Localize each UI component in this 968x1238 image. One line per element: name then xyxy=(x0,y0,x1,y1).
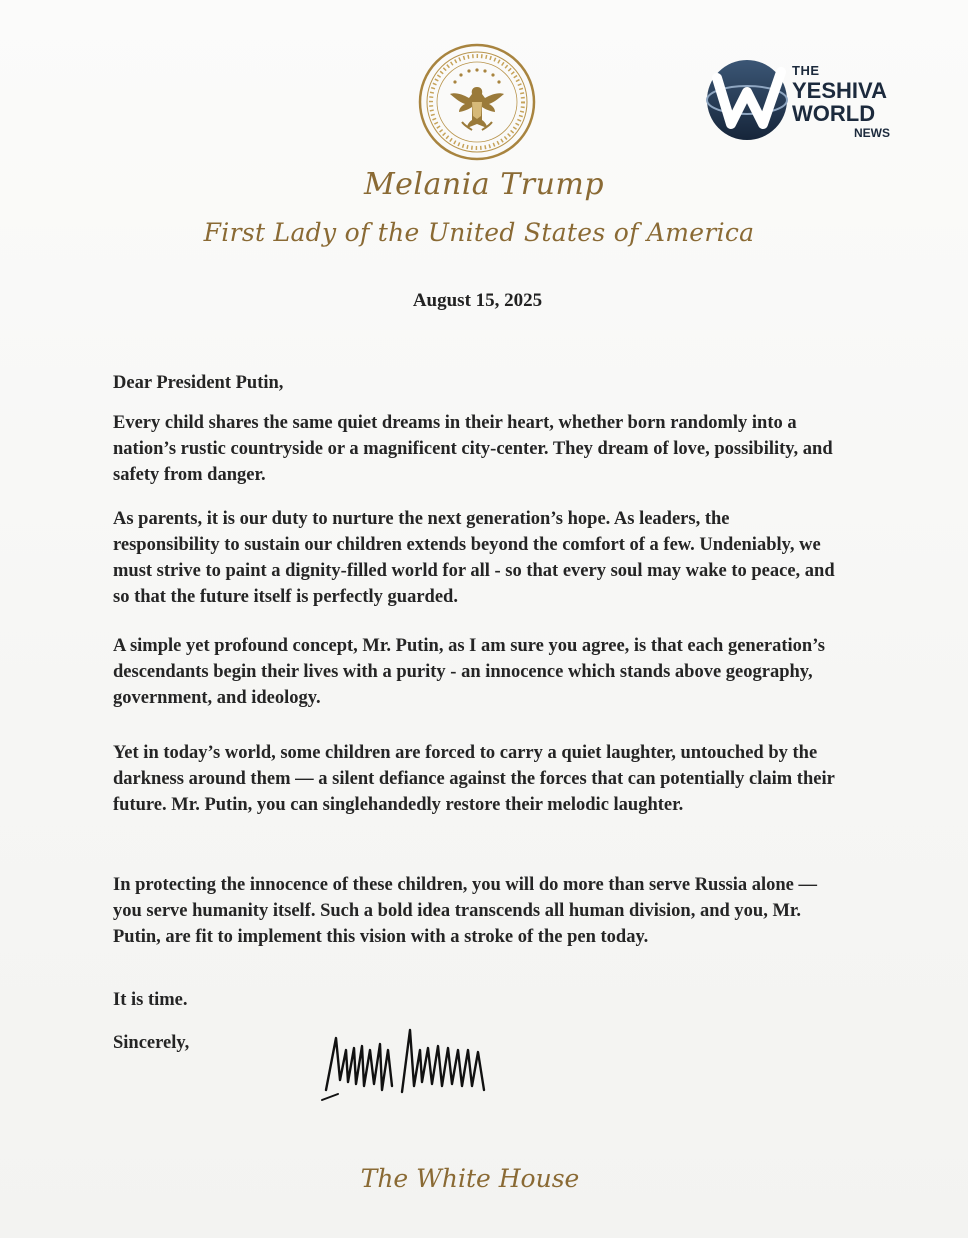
logo-line-world: WORLD xyxy=(792,101,876,126)
letterhead-title: First Lady of the United States of America xyxy=(203,218,755,247)
signoff: Sincerely, xyxy=(113,1033,190,1053)
closing-line: It is time. xyxy=(113,990,188,1010)
paragraph-2: As parents, it is our duty to nurture the next generation’s hope. As leaders, the responsibility to sustain our children extends beyond the comfort of a few. Undeniably, we must strive to paint a dignity-filled world for all - so that every soul may wake to peace, and so that the future itself is perfectly guarded. xyxy=(113,509,835,607)
letterhead-footer: The White House xyxy=(360,1164,580,1193)
letterhead-name: Melania Trump xyxy=(363,167,605,202)
paragraph-4: Yet in today’s world, some children are forced to carry a quiet laughter, untouched by the darkness around them — a silent defiance against the forces that can potentially claim their future. Mr. Putin, you can singlehandedly restore their melodic laughter. xyxy=(113,743,835,815)
paragraph-5: In protecting the innocence of these children, you will do more than serve Russia alone — you serve humanity itself. Such a bold idea transcends all human division, and you, Mr. Putin, are fit to implement this vision with a stroke of the pen today. xyxy=(113,875,818,947)
paragraph-1: Every child shares the same quiet dreams in their heart, whether born randomly into a nation’s rustic countryside or a magnificent city-center. They dream of love, possibility, and safety from danger. xyxy=(113,413,833,485)
logo-wordmark xyxy=(792,64,904,139)
presidential-seal-icon xyxy=(417,42,537,162)
logo-line-news: NEWS xyxy=(854,126,890,140)
logo-line-the: THE xyxy=(792,63,820,78)
logo-line-yeshiva: YESHIVA xyxy=(792,78,887,103)
handwritten-signature xyxy=(318,1020,503,1105)
paragraph-3: A simple yet profound concept, Mr. Putin, as I am sure you agree, is that each generation’s descendants begin their lives with a purity - an innocence which stands above geography, government, and ideology. xyxy=(113,636,825,708)
letter-date: August 15, 2025 xyxy=(412,290,543,311)
salutation: Dear President Putin, xyxy=(113,373,284,393)
